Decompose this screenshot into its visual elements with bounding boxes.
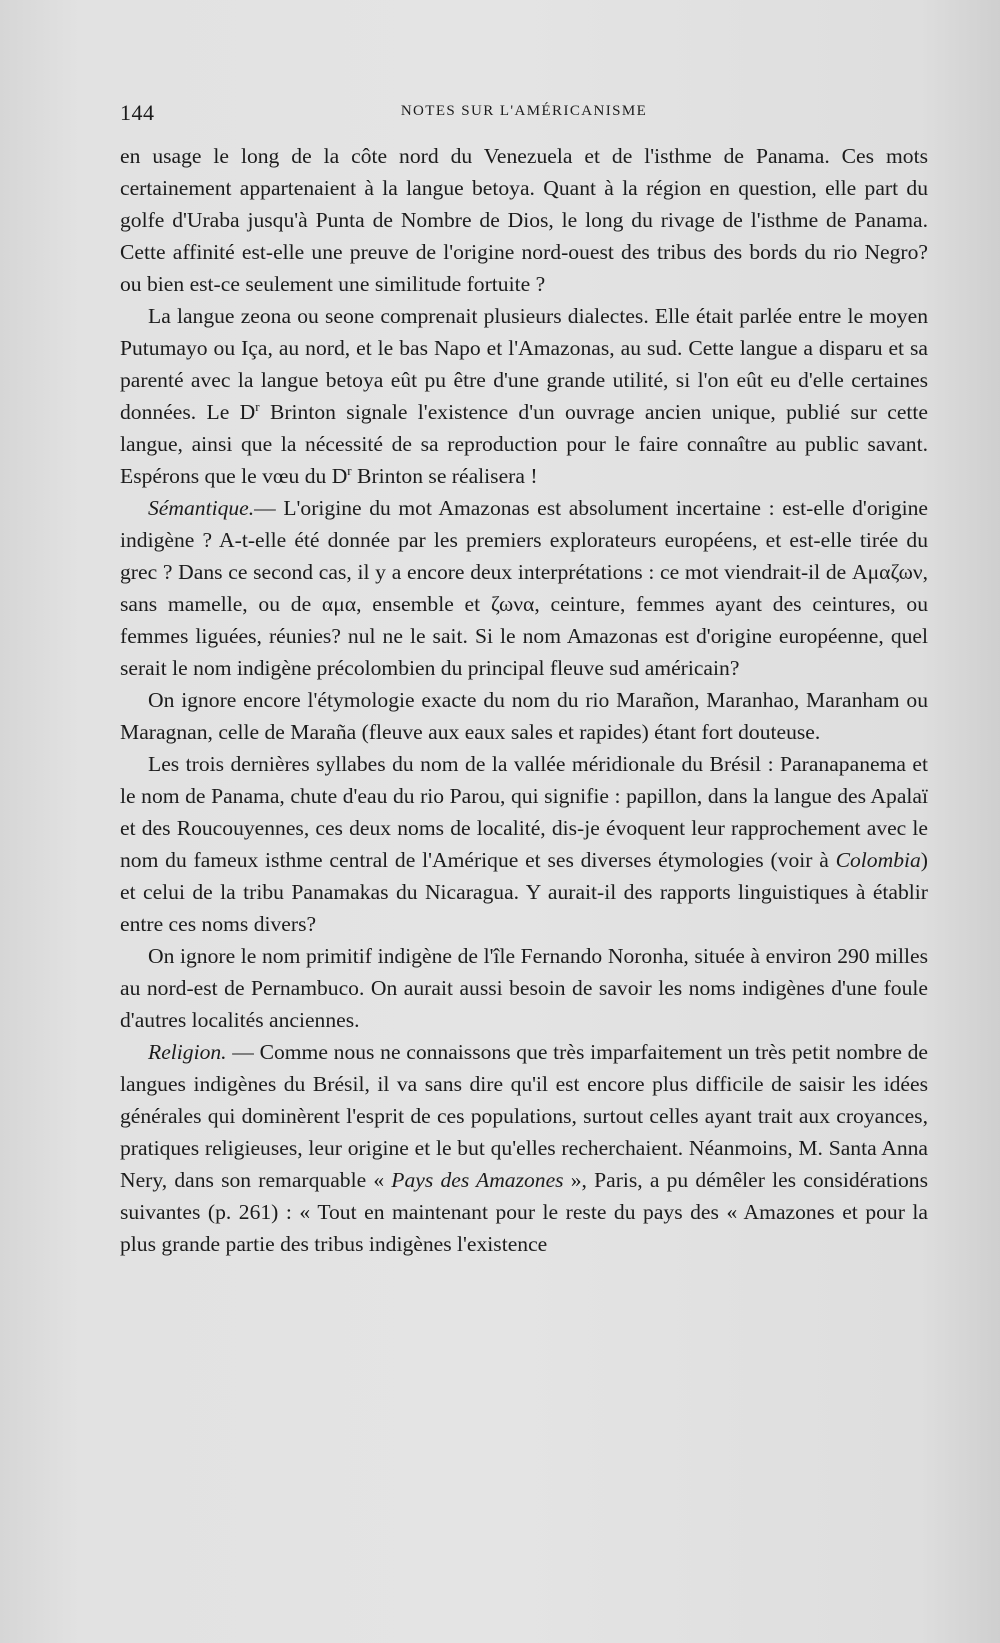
superscript-r: r [347, 462, 352, 478]
paragraph-1-text: en usage le long de la côte nord du Venezuela et de l'isthme de Panama. Ces mots certainement appartenaient à la langue betoya. Quant à la région en question, elle part du golfe d'Uraba jusqu'à Punta de Nombre de Dios, le long du rivage de l'isthme de Panama. Cette affinité est-elle une preuve de l'origine nord-ouest des tribus des bords du rio Negro? ou bien est-ce seulement une similitude fortuite ? [120, 144, 928, 296]
superscript-r: r [255, 398, 260, 414]
paragraph-7-text-b: », Paris, a pu démêler les considérations suivantes (p. 261) : « Tout en maintenant pour le reste du pays des « Amazones et pour la plus grande partie des tribus indigènes l'existence [120, 1168, 928, 1256]
paragraph-4-text: On ignore encore l'étymologie exacte du nom du rio Marañon, Maranhao, Maranham ou Maragnan, celle de Maraña (fleuve aux eaux sales et rapides) étant fort douteuse. [120, 688, 928, 744]
running-head [120, 100, 928, 126]
paragraph-2-text: La langue zeona ou seone comprenait plusieurs dialectes. Elle était parlée entre le moyen Putumayo ou Iça, au nord, et le bas Napo et l'Amazonas, au sud. Cette langue a disparu et sa parenté avec la langue betoya eût pu être d'une grande utilité, si l'on eût eu d'elle certaines données. Le D [120, 304, 928, 424]
paragraph-1 [120, 140, 928, 300]
paragraph-7 [120, 1036, 928, 1260]
paragraph-2 [120, 300, 928, 492]
paragraph-5-text-b: ) et celui de la tribu Panamakas du Nicaragua. Y aurait-il des rapports linguistiques à établir entre ces noms divers? [120, 848, 928, 936]
section-lead-semantique: Sémantique. [148, 496, 255, 520]
body-text [120, 140, 928, 1260]
page-number: 144 [120, 100, 155, 125]
paragraph-3 [120, 492, 928, 684]
paragraph-5 [120, 748, 928, 940]
paragraph-2-text-b: Brinton signale l'existence d'un ouvrage ancien unique, publié sur cette langue, ainsi que la nécessité de sa reproduction pour le faire connaître au public savant. Espérons que le vœu du D [120, 400, 928, 488]
running-title: NOTES SUR L'AMÉRICANISME [400, 103, 648, 119]
paragraph-2-text-c: Brinton se réalisera ! [351, 464, 538, 488]
italic-book-title: Pays des Amazones [391, 1168, 564, 1192]
paragraph-6 [120, 940, 928, 1036]
italic-colombia: Colombia [835, 848, 921, 872]
section-lead-religion: Religion. [148, 1040, 227, 1064]
paragraph-5-text: Les trois dernières syllabes du nom de la vallée méridionale du Brésil : Paranapanema et le nom de Panama, chute d'eau du rio Parou, qui signifie : papillon, dans la langue des Apalaï et des Roucouyennes, ces deux noms de localité, dis-je évoquent leur rapprochement avec le nom du fameux isthme central de l'Amérique et ses diverses étymologies (voir à [120, 752, 928, 872]
paragraph-4 [120, 684, 928, 748]
paragraph-3-text: — L'origine du mot Amazonas est absolument incertaine : est-elle d'origine indigène ? A-t-elle été donnée par les premiers explorateurs européens, et est-elle tirée du grec ? Dans ce second cas, il y a encore deux interprétations : ce mot viendrait-il de Αμαζων, sans mamelle, ou de αμα, ensemble et ζωνα, ceinture, femmes ayant des ceintures, ou femmes liguées, réunies? nul ne le sait. Si le nom Amazonas est d'origine européenne, quel serait le nom indigène précolombien du principal fleuve sud américain? [120, 496, 928, 680]
paragraph-6-text: On ignore le nom primitif indigène de l'île Fernando Noronha, située à environ 290 milles au nord-est de Pernambuco. On aurait aussi besoin de savoir les noms indigènes d'une foule d'autres localités anciennes. [120, 944, 928, 1032]
paragraph-7-text: — Comme nous ne connaissons que très imparfaitement un très petit nombre de langues indigènes du Brésil, il va sans dire qu'il est encore plus difficile de saisir les idées générales qui dominèrent l'esprit de ces populations, surtout celles ayant trait aux croyances, pratiques religieuses, leur origine et le but qu'elles recherchaient. Néanmoins, M. Santa Anna Nery, dans son remarquable « [120, 1040, 928, 1192]
